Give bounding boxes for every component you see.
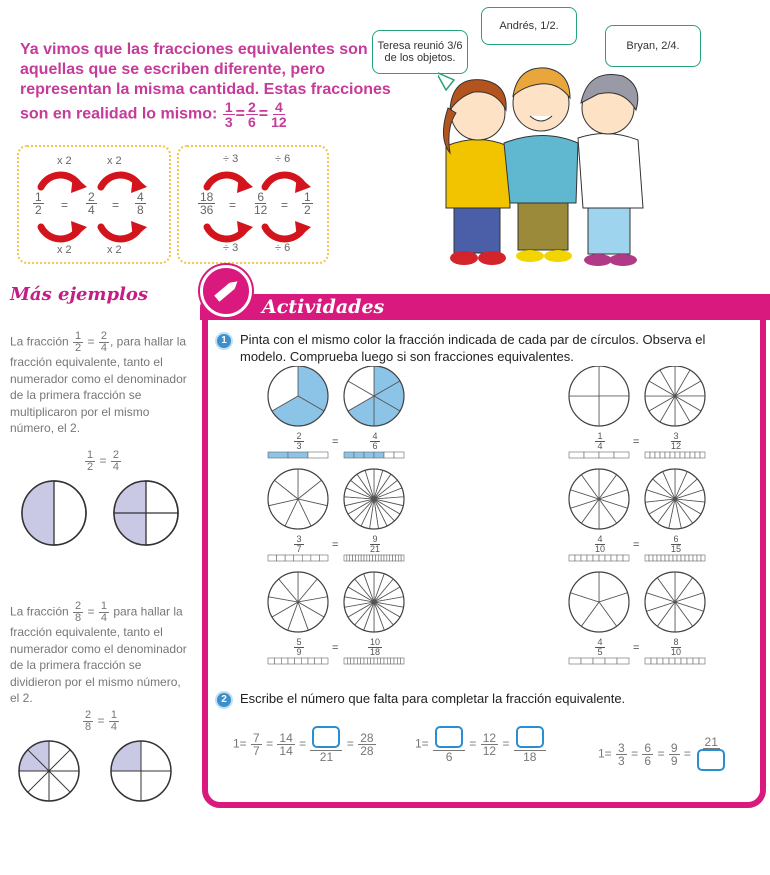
bar-cell: [663, 658, 669, 664]
bar-cell: [355, 555, 358, 561]
bar-cell: [670, 452, 675, 458]
bar-cell: [675, 452, 680, 458]
fraction-circle-b-1[interactable]: [344, 366, 404, 426]
pencil-icon: [200, 265, 252, 317]
bar-cell: [373, 555, 376, 561]
fraction-label-b-4: $\frac{6}{15}$: [670, 534, 681, 554]
intro-text: Ya vimos que las fracciones equivalentes son aquellas que se escriben diferente, pero representan la misma cantidad. Estas fracciones son en realidad lo mismo:: [20, 41, 391, 123]
bar-cell: [370, 555, 373, 561]
bar-cell: [665, 555, 669, 561]
intro-paragraph: Ya vimos que las fracciones equivalentes son aquellas que se escriben diferente, pero representan la misma cantidad. Estas fracciones son en realidad lo mismo: $\frac{1}{3}$ = $\frac{2}{6}$ = $\frac{4}{12}$: [20, 41, 391, 130]
fraction-bar-a-1: [268, 452, 328, 458]
bar-cell: [675, 658, 681, 664]
bar-cell: [381, 555, 384, 561]
bar-cell: [660, 452, 665, 458]
equals-sign: =: [332, 539, 339, 551]
bar-cell: [344, 555, 347, 561]
bar-cell: [669, 658, 675, 664]
bar-cell: [655, 452, 660, 458]
bar-cell: [281, 658, 288, 664]
fraction-bar-a-5: [268, 658, 328, 664]
bar-cell: [394, 452, 404, 458]
bar-cell: [693, 555, 697, 561]
bar-cell: [651, 658, 657, 664]
op-top-2: x 2: [107, 155, 122, 167]
bar-cell: [401, 658, 404, 664]
fraction-bar-a-3: [268, 555, 328, 561]
fraction-bar-b-3: [344, 555, 404, 561]
intro-fraction-2: $\frac{2}{6}$: [247, 99, 256, 130]
multiply-example-box: x 2 x 2 x 2 x 2 $\frac{1}{2}$ = $\frac{2}{4}$ = $\frac{4}{8}$: [17, 145, 171, 264]
bar-cell: [661, 555, 665, 561]
bar-cell: [351, 658, 354, 664]
bubble-andres: Andrés, 1/2.: [481, 7, 577, 45]
bar-cell: [681, 555, 685, 561]
bar-cell: [275, 658, 282, 664]
bar-cell: [653, 555, 657, 561]
bar-cell: [645, 452, 650, 458]
example-1-equation: $\frac{1}{2}$ = $\frac{2}{4}$: [87, 449, 119, 473]
fraction-circle-a-5[interactable]: [268, 572, 328, 632]
answer-input-4[interactable]: [697, 749, 725, 771]
bar-cell: [354, 452, 364, 458]
box1-fraction-1: $\frac{1}{2}$: [35, 190, 42, 217]
bar-cell: [569, 658, 581, 664]
bar-cell: [593, 658, 605, 664]
bar-cell: [394, 658, 397, 664]
fraction-circle-a-3[interactable]: [268, 469, 328, 529]
fraction-label-a-5: $\frac{5}{9}$: [296, 637, 302, 657]
answer-input-1[interactable]: [312, 726, 340, 748]
bar-cell: [367, 555, 370, 561]
bar-cell: [685, 452, 690, 458]
bar-cell: [687, 658, 693, 664]
bar-cell: [277, 555, 286, 561]
box1-fraction-3: $\frac{4}{8}$: [137, 190, 144, 217]
q2-group-1: 1= $\frac{7}{7}$ = $\frac{14}{14}$ = 21 = $\frac{28}{28}$: [233, 726, 377, 763]
bar-cell: [294, 555, 303, 561]
bar-cell: [650, 452, 655, 458]
fraction-circle-a-6[interactable]: [569, 572, 629, 632]
bar-cell: [384, 452, 394, 458]
bar-cell: [569, 555, 575, 561]
bar-cell: [685, 555, 689, 561]
bar-cell: [374, 658, 377, 664]
bar-cell: [677, 555, 681, 561]
bar-cell: [378, 555, 381, 561]
bubble-teresa: Teresa reunió 3/6 de los objetos.: [372, 30, 468, 74]
op-bottom-1: ÷ 3: [223, 242, 239, 254]
fraction-circle-a-2[interactable]: [569, 366, 629, 426]
question-2-text: Escribe el número que falta para completar la fracción equivalente.: [240, 691, 626, 706]
fraction-circle-b-6[interactable]: [645, 572, 705, 632]
bar-cell: [575, 555, 581, 561]
fraction-bar-a-4: [569, 555, 629, 561]
fraction-label-b-2: $\frac{3}{12}$: [670, 431, 681, 451]
fraction-bar-a-6: [569, 658, 629, 664]
bar-cell: [614, 452, 629, 458]
op-top-1: ÷ 3: [223, 153, 239, 165]
bar-cell: [689, 555, 693, 561]
q2-group-3: 1= $\frac{3}{3}$ = $\frac{6}{6}$ = $\frac{9}{9}$ = 21: [598, 736, 728, 773]
box1-fraction-2: $\frac{2}{4}$: [88, 190, 95, 217]
bar-cell: [364, 658, 367, 664]
bar-cell: [649, 555, 653, 561]
bar-cell: [581, 658, 593, 664]
bar-cell: [623, 555, 629, 561]
bar-cell: [398, 555, 401, 561]
bar-cell: [581, 555, 587, 561]
bar-cell: [387, 658, 390, 664]
equals-sign: =: [633, 539, 640, 551]
bar-cell: [669, 555, 673, 561]
bar-cell: [599, 555, 605, 561]
example-2-text: La fracción $\frac{2}{8}$ = $\frac{1}{4}$ para hallar la fracción equivalente, tanto el numerador como el denominador de la primera fracción se dividieron por el mismo número, el 2.: [10, 600, 187, 705]
fraction-circle-b-3[interactable]: [344, 469, 404, 529]
fraction-label-a-2: $\frac{1}{4}$: [597, 431, 603, 451]
intro-fraction-3: $\frac{4}{12}$: [271, 99, 287, 130]
fraction-bar-b-1: [344, 452, 404, 458]
bar-cell: [611, 555, 617, 561]
bar-cell: [693, 658, 699, 664]
bar-cell: [308, 452, 328, 458]
question-1-number: 1: [215, 332, 233, 350]
bar-cell: [361, 658, 364, 664]
q2-group-2: 1= 6 = $\frac{12}{12}$ = 18: [415, 726, 547, 763]
bar-cell: [605, 555, 611, 561]
equals-sign: =: [633, 642, 640, 654]
fraction-label-b-3: $\frac{9}{21}$: [369, 534, 380, 554]
bar-cell: [390, 555, 393, 561]
bar-cell: [344, 658, 347, 664]
bar-cell: [645, 658, 651, 664]
bar-cell: [690, 452, 695, 458]
bar-cell: [354, 658, 357, 664]
fraction-circle-a-1[interactable]: [268, 366, 328, 426]
bar-cell: [681, 658, 687, 664]
example-2-circles: [16, 738, 186, 808]
bar-cell: [302, 555, 311, 561]
bar-cell: [381, 658, 384, 664]
bar-cell: [308, 658, 315, 664]
bar-cell: [645, 555, 649, 561]
fraction-label-b-1: $\frac{4}{6}$: [372, 431, 378, 451]
bar-cell: [374, 452, 384, 458]
bar-cell: [695, 452, 700, 458]
mas-ejemplos-title: Más ejemplos: [10, 284, 149, 305]
fraction-label-a-3: $\frac{3}{7}$: [296, 534, 302, 554]
bar-cell: [364, 555, 367, 561]
op-top-1: x 2: [57, 155, 72, 167]
equals-sign: =: [332, 436, 339, 448]
op-bottom-1: x 2: [57, 244, 72, 256]
fraction-circle-b-5[interactable]: [344, 572, 404, 632]
fraction-label-a-6: $\frac{4}{5}$: [597, 637, 603, 657]
activities-title: Actividades: [262, 296, 385, 318]
bar-cell: [377, 658, 380, 664]
box2-fraction-1: $\frac{18}{36}$: [200, 190, 214, 217]
fraction-circle-b-4[interactable]: [645, 469, 705, 529]
bar-cell: [401, 555, 404, 561]
bar-cell: [587, 555, 593, 561]
children-illustration: [438, 58, 658, 278]
bar-cell: [357, 658, 360, 664]
fraction-label-b-6: $\frac{8}{10}$: [670, 637, 681, 657]
bar-cell: [321, 658, 328, 664]
bar-cell: [295, 658, 302, 664]
bar-cell: [569, 452, 584, 458]
fraction-label-b-5: $\frac{10}{18}$: [369, 637, 380, 657]
bar-cell: [599, 452, 614, 458]
fraction-bar-b-2: [645, 452, 705, 458]
bar-cell: [384, 658, 387, 664]
fraction-circle-b-2[interactable]: [645, 366, 705, 426]
bar-cell: [301, 658, 308, 664]
box2-fraction-3: $\frac{1}{2}$: [304, 190, 311, 217]
bar-cell: [699, 658, 705, 664]
op-bottom-2: x 2: [107, 244, 122, 256]
bubble-bryan: Bryan, 2/4.: [605, 25, 701, 67]
bar-cell: [384, 555, 387, 561]
box2-fraction-2: $\frac{6}{12}$: [254, 190, 268, 217]
bar-cell: [700, 452, 705, 458]
bar-cell: [288, 452, 308, 458]
fraction-bar-b-6: [645, 658, 705, 664]
bar-cell: [315, 658, 322, 664]
fraction-label-a-1: $\frac{2}{3}$: [296, 431, 302, 451]
intro-fraction-1: $\frac{1}{3}$: [224, 99, 233, 130]
bar-cell: [657, 658, 663, 664]
bar-cell: [395, 555, 398, 561]
answer-input-2[interactable]: [435, 726, 463, 748]
fraction-bar-b-5: [344, 658, 404, 664]
bar-cell: [393, 555, 396, 561]
fraction-circle-a-4[interactable]: [569, 469, 629, 529]
bar-cell: [288, 658, 295, 664]
op-top-2: ÷ 6: [275, 153, 291, 165]
bar-cell: [680, 452, 685, 458]
bar-cell: [617, 555, 623, 561]
bar-cell: [387, 555, 390, 561]
answer-input-3[interactable]: [516, 726, 544, 748]
bar-cell: [268, 555, 277, 561]
bar-cell: [344, 452, 354, 458]
bar-cell: [268, 452, 288, 458]
bar-cell: [397, 658, 400, 664]
example-1-circles: [20, 478, 190, 548]
bar-cell: [350, 555, 353, 561]
example-1-text: La fracción $\frac{1}{2}$ = $\frac{2}{4}$ , para hallar la fracción equivalente, tanto el numerador como el denominador de la primera fracción se multiplicaron por el mismo número, el 2.: [10, 330, 187, 435]
bar-cell: [593, 555, 599, 561]
bar-cell: [268, 658, 275, 664]
bar-cell: [701, 555, 705, 561]
bar-cell: [371, 658, 374, 664]
fraction-bar-b-4: [645, 555, 705, 561]
bar-cell: [391, 658, 394, 664]
bar-cell: [673, 555, 677, 561]
bar-cell: [697, 555, 701, 561]
question-1-text: Pinta con el mismo color la fracción indicada de cada par de círculos. Observa el modelo. Comprueba luego si son fracciones equivalentes.: [240, 332, 706, 364]
bar-cell: [617, 658, 629, 664]
example-2-equation: $\frac{2}{8}$ = $\frac{1}{4}$: [85, 709, 117, 733]
bar-cell: [367, 658, 370, 664]
bar-cell: [605, 658, 617, 664]
bar-cell: [285, 555, 294, 561]
question-2-number: 2: [215, 691, 233, 709]
bar-cell: [584, 452, 599, 458]
bar-cell: [353, 555, 356, 561]
bar-cell: [657, 555, 661, 561]
bar-cell: [311, 555, 320, 561]
equals-sign: =: [332, 642, 339, 654]
fraction-bar-a-2: [569, 452, 629, 458]
equals-sign: =: [633, 436, 640, 448]
bar-cell: [375, 555, 378, 561]
divide-example-box: ÷ 3 ÷ 6 ÷ 3 ÷ 6 $\frac{18}{36}$ = $\frac{6}{12}$ = $\frac{1}{2}$: [177, 145, 329, 264]
fraction-circles-grid: [205, 366, 760, 676]
fraction-label-a-4: $\frac{4}{10}$: [594, 534, 605, 554]
op-bottom-2: ÷ 6: [275, 242, 291, 254]
bar-cell: [364, 452, 374, 458]
bar-cell: [665, 452, 670, 458]
bar-cell: [347, 555, 350, 561]
bar-cell: [347, 658, 350, 664]
bar-cell: [361, 555, 364, 561]
bar-cell: [319, 555, 328, 561]
bar-cell: [358, 555, 361, 561]
